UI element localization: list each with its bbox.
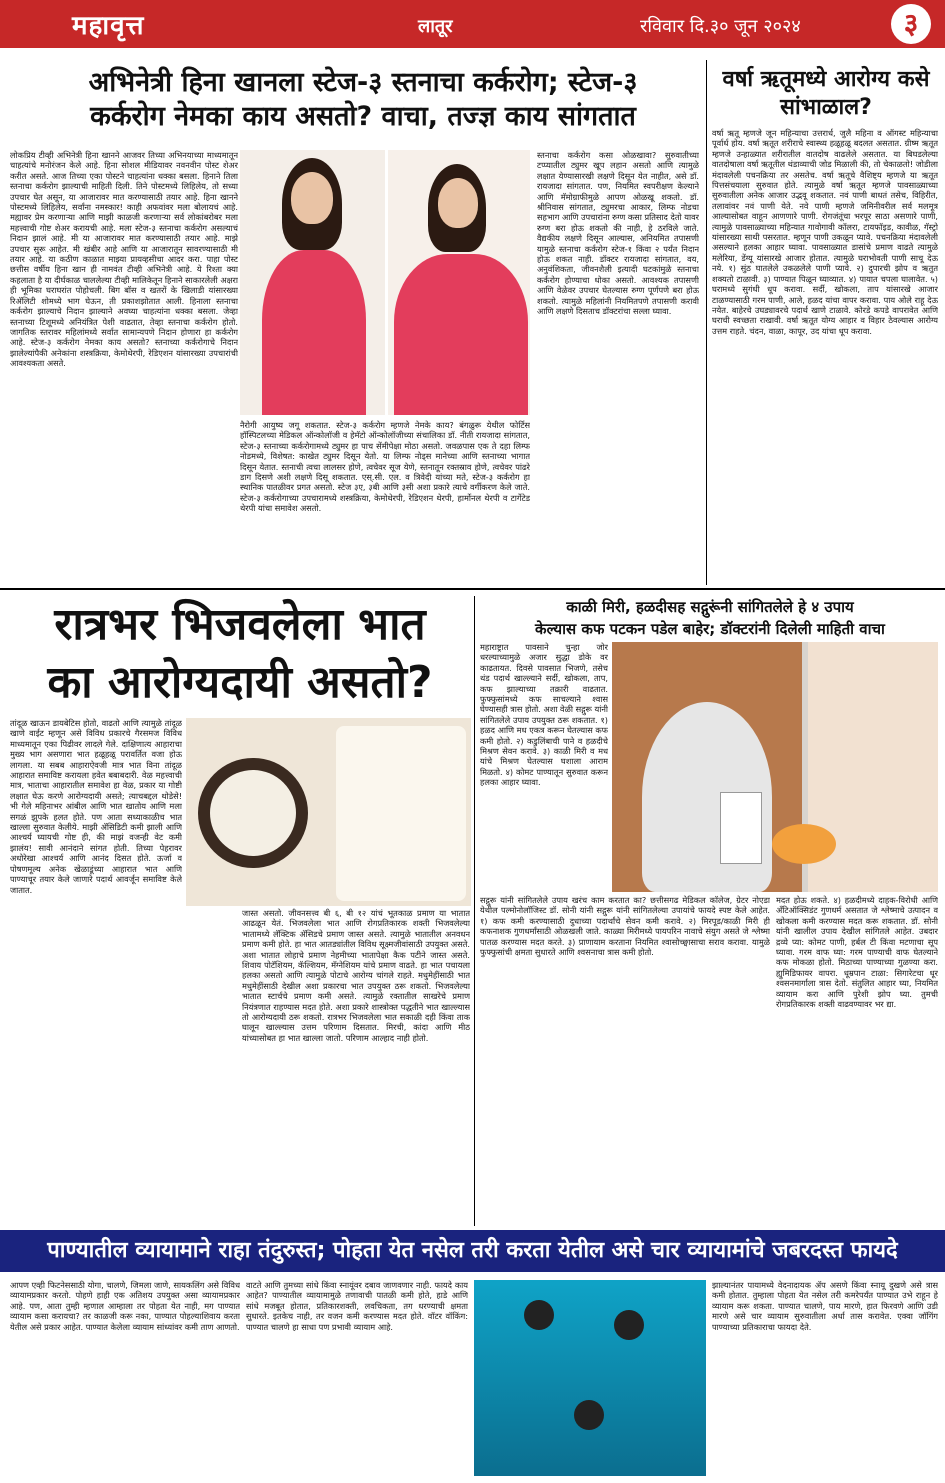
water-exercise-photo	[474, 1280, 706, 1476]
article3-col1: तांदूळ खाऊन डायबेटिस होतो, वाढतो आणि त्यामुळे तांदूळ खाणे वाईट म्हणून असे विविध प्रकारचे गैरसमज विविध माध्यमातून एका पिढीवर लादले गेले. दाक्षिणात्य आहाराचा मुख्य भाग असणारा भात हळूहळू परावर्तित वजा होऊ लागला. या सबब आहाराऐवजी मात्र भात विना तांदूळ आहारात समाविष्ट करायला हवेत बबाबदारी. वेळ महत्त्वाची मात्र, भाताचा आहारातील समावेश हा वेळ, प्रकार या गोष्टी लक्षात घेऊ करणे आरोग्यदायी असते; त्याचबद्दल थोडेसे! भी गेले महिनाभर आंबील आणि भात खातोय आणि मला सगळं झुपके हलत होते. पण आता सध्याकाळीच भात खाल्ला सुरुवात केलीये. माझी ॲसिडिटी कमी झाली आणि आश्चर्य घ्यायची गोष्ट ही, की माझं वजन्ही वेट कमी झालंय! सावी आनंदाने सांगत होती. तिच्या पेहरावर अधोरेखा आश्चर्य आणि आनंद दिसत होते. ऊर्जा व पोषणमूल्य अनेक खेळाडूंच्या आहारात भात आणि पाण्याचूर तयार केले जाणारे पदार्थ आवर्जून समाविष्ट केले जातात.	[10, 718, 182, 895]
article4-headline-line1: काळी मिरी, हळदीसह सद्गुरूंनी सांगितलेले हे ४ उपाय	[566, 598, 854, 616]
article3-headline-line1: रात्रभर भिजवलेला भात	[54, 599, 426, 650]
article3-col1-bottom	[10, 908, 238, 1224]
city-label: लातूर	[418, 16, 453, 37]
brand-logo: महावृत्त	[72, 11, 145, 41]
section-divider	[0, 588, 945, 590]
article4-headline-line2: केल्यास कफ पटकन पडेल बाहेर; डॉक्टरांनी दिलेली माहिती वाचा	[535, 620, 885, 638]
sadhguru-remedies-photo	[612, 642, 938, 892]
article1-headline	[28, 66, 698, 134]
article1-col3: स्तनाचा कर्करोग कसा ओळखावा? सुरुवातीच्या टप्प्यातील ट्युमर खूप लहान असतो आणि त्यामुळे लक्षात येण्यासारखी लक्षणे दिसून येत नाहीत, असे डॉ. रायजादा सांगतात. पण, नियमित स्वपरीक्षण केल्याने आणि मॅमोग्राफीमुळे आपण ओळखू शकतो. डॉ. श्रीनिवास सांगतात, ट्युमरचा आकार, लिम्फ नोडचा सहभाग आणि उपचारांना रुग्ण कसा प्रतिसाद देतो यावर रुग्ण बरा होऊ शकतो की नाही, हे ठरविले जाते. वैद्यकीय लक्षणे दिसून आल्यास, अनियमित तपासणी यामुळे स्तनाचा कर्करोग स्टेज-१ किंवा २ पर्यंत निदान होऊ शकत नाही. डॉक्टर रायजादा सांगतात, वय, अनुवंशिकता, जीवनशैली इत्यादी घटकांमुळे स्तनाचा कर्करोग होण्याचा धोका असतो. आवश्यक तपासणी आणि वेळेवर उपचार घेतल्यास रुग्ण पूर्णपणे बरा होऊ शकतो. त्यामुळे महिलांनी नियमितपणे तपासणी करावी आणि लक्षणे दिसताच डॉक्टरांचा सल्ला घ्यावा.	[537, 150, 699, 317]
article5-col4: झाल्यानंतर पायामध्ये वेदनादायक ॲप असणे किंवा स्नायू दुखणे असे त्रास कमी होतात. तुम्हाला पोहता येत नसेल तरी कमरेपर्यंत पाण्यात उभे राहून हे व्यायाम करू शकता. पाण्यात चालणे, पाय मारणे, हात फिरवणे आणि उडी मारणे असे चार व्यायाम सुरुवातीला अर्धा तास करावेत. एक्वा जॉगिंग पाण्याच्या प्रतिकाराचा फायदा देते.	[712, 1280, 938, 1332]
hina-khan-photo-1	[240, 150, 385, 415]
article2-body: वर्षा ऋतू म्हणजे जून महिन्याचा उत्तरार्ध, जुलै महिना व ऑगस्ट महिन्याचा पूर्वार्ध होय. वर्षा ऋतूत शरीराचे स्वास्थ्य हळूहळू बदलत असतात. ग्रीष्म ऋतूत म्हणजे उन्हाळ्यात शरीरातील वातदोष वाढलेले असतात. या बिघडलेल्या वातदोषाला वर्षा ऋतूतील थंडाव्याची जोड मिळाली की, तो चेकाळतो! जोडीला मंदावलेली पचनक्रिया तर असतेच. वर्षा ऋतूचे वैशिष्ट्य म्हणजे या ऋतूत पित्तसंचयाला सुरुवात होते. त्यामुळे वर्षा ऋतूत म्हणजे पावसाळ्याच्या सुरुवातीला अनेक आजार उद्भवू शकतात. नवं पाणी बाधतं तसेच, विहिरीत, तलावांवर नवं पाणी येते. नवे पाणी म्हणजे जमिनीवरील सर्व मलमूत्र आल्यासोबत वाहून आणणारे पाणी. रोगजंतूंचा भरपूर साठा असणारे पाणी, त्यामुळे पावसाळ्याच्या महिन्यात गावोगावी कॉलरा, टायफॉइड, कावीळ, गॅस्ट्रो यांसारख्या साथी पसरतात. म्हणून पाणी उकळून प्यावे. पचनक्रिया मंदावलेली असल्याने हलका आहार घ्यावा. पावसाळ्यात डासांचे प्रमाण वाढते त्यामुळे मलेरिया, डेंग्यू यांसारखे आजार होतात. त्यामुळे घराभोवती पाणी साचू देऊ नये. १) सुंठ घातलेले उकळलेले पाणी प्यावे. २) दुपारची झोप व ऋतुत शक्यतो टाळावी. ३) पाण्यात पिळून घ्याव्यात. ४) पायात चपला घालावेत. ५) घरामध्ये सुगंधी धूप करावा. सर्दी, खोकला, ताप यांसारखे आजार टाळण्यासाठी गरम पाणी, आले, हळद यांचा वापर करावा. पाय ओले राहू देऊ नयेत. बाहेरचे उघड्यावरचे पदार्थ खाणे टाळावे. कोरडे कपडे वापरावेत आणि घराची स्वच्छता राखावी. वर्षा ऋतूत योग्य आहार व विहार ठेवल्यास आरोग्य उत्तम राहते. चंदन, वाळा, कापूर, उद यांचा धूप करावा.	[712, 128, 938, 336]
masthead	[0, 0, 945, 48]
article3-headline-line2: का आरोग्यदायी असतो?	[47, 657, 433, 708]
article4-intro: महाराष्ट्रात पावसाने चुन्हा जोर धरल्याच्यामुळे अजार सुद्धा डोके वर काढतायत. दिवसे पावसात भिजणे, तसेच थंड पदार्थ खाल्ल्याने सर्दी, खोकला, ताप, कफ झाल्याच्या तक्रारी वाढतात. फुफ्फुसांमध्ये कफ साचल्याने श्वास घेण्यासही त्रास होतो. अशा वेळी सद्गुरू यांनी सांगितलेले उपाय उपयुक्त ठरू शकतात. १) हळद आणि मध एकत्र करून घेतल्यास कफ कमी होतो. २) कडुलिंबाची पाने व हळदीचे मिश्रण सेवन करावे. ३) काळी मिरी व मध यांचे मिश्रण घेतल्यास घशाला आराम मिळतो. ४) कोमट पाण्यातून सुरुवात करून हलका आहार घ्यावा.	[480, 642, 608, 788]
column-divider-2	[474, 596, 475, 1226]
rice-bowls-photo	[186, 718, 471, 906]
hina-khan-photo-2	[388, 150, 530, 415]
article4-col2: सद्गुरू यांनी सांगितलेले उपाय खरंच काम करतात का? छत्तीसगढ मेडिकल कॉलेज, ग्रेटर नोएडा येथील पल्मोनोलॉजिस्ट डॉ. सोनी यांनी सद्गुरू यांनी सांगितलेल्या उपायांचे फायदे स्पष्ट केले आहेत. १) कफ कमी करण्यासाठी दुधाच्या पदार्थांचे सेवन कमी करावे. २) मिरपूड/काळी मिरी ही कफनाशक गुणधर्मांसाठी ओळखली जाते. काळ्या मिरीमध्ये पायपरिन नावाचे संयुग असते जे श्लेष्मा पातळ करण्यास मदत करते. ३) प्राणायाम करताना नियमित श्वासोच्छ्वासाचा सराव करावा. यामुळे फुफ्फुसांची क्षमता सुधारते आणि श्वसनाचा त्रास कमी होतो.	[480, 895, 770, 958]
article5-col1: आपण एव्ही फिटनेससाठी योगा, चालणे, जिमला जाणे, सायकलिंग असे विविध व्यायामप्रकार करतो. पोहणे हाही एक अतिशय उपयुक्त असा व्यायामप्रकार आहे. पण, आता तुम्ही म्हणाल आम्हाला तर पोहता येत नाही, मग पाण्यात व्यायाम कसा करायचा? तर काळजी करू नका, पाण्यात पोहल्याशिवाय करता येतील असे प्रकार आहेत. पाण्यात केलेला व्यायाम सांध्यांवर कमी ताण आणतो.	[10, 1280, 240, 1332]
article3-col1-top	[10, 718, 182, 906]
article1-col2: नैरोगी आयुष्य जगू शकतात. स्टेज-३ कर्करोग म्हणजे नेमके काय? बंगळुरू येथील फोर्टिस हॉस्पिटलच्या मेडिकल ऑन्कोलॉजी व हेमॅटो ऑन्कोलॉजीच्या संचालिका डॉ. नीती रायजादा सांगतात, स्टेज-३ स्तनाच्या कर्करोगामध्ये ट्युमर हा पाच सेंमीपेक्षा मोठा असतो. जवळपास एक ते दहा लिम्फ नोडमध्ये, विशेषत: काखेत ट्युमर दिसून येतो. या लिम्फ नोड्स मानेच्या आणि स्तनाच्या भागात दिसून येतात. स्तनाची त्वचा लालसर होणे, त्वचेवर सूज येणे, स्तनातून रक्तस्राव होणे, त्वचेवर पांढरे डाग दिसणे अशी लक्षणे दिसू शकतात. एस्.सी. एल. व त्रिवेदी यांच्या मते, स्टेज-३ कर्करोग हा स्थानिक पातळीवर प्रगत असतो. स्टेज ३ए, ३बी आणि ३सी अशा प्रकारे त्याचे वर्गीकरण केले जाते. स्टेज-३ कर्करोगाच्या उपचारामध्ये शस्त्रक्रिया, केमोथेरपी, रेडिएशन थेरपी, हार्मोनल थेरपी व टार्गेटेड थेरपी यांचा समावेश असतो.	[240, 420, 530, 514]
article1-col1: लोकप्रिय टीव्ही अभिनेत्री हिना खानने आजवर तिच्या अभिनयाच्या माध्यमातून चाहत्यांचे मनोरंजन केले आहे. हिना सोशल मीडियावर नवनवीन पोस्ट शेअर करीत असते. आज तिच्या एका पोस्टने चाहत्यांना धक्का बसला. हिनाने तिला स्तनाचा कर्करोग झाल्याची माहिती दिली. तिने पोस्टमध्ये लिहिलेय, तो सध्या उपचार घेत असून, या आजारावर मात करण्यासाठी तयार आहे. हिना खानने पोस्टमध्ये लिहिलेय, सर्वांना नमस्कार! काही अफवांवर मला बोलायचं आहे. मह्यावर प्रेम करणाऱ्या आणि माझी काळजी करणाऱ्या सर्व लोकांबरोबर मला महत्त्वाची गोष्ट शेअर करायची आहे. मला स्टेज-३ स्तनाचा कर्करोग असल्याचं निदान झालं आहे. मी या आजारावर मात करण्यासाठी तयार आहे. माझे उपचार सुरू आहेत. मी खंबीर आहे आणि या आजारातून सावरण्यासाठी मी तयार आहे. या कठीण काळात माझ्या प्रायव्हसीचा आदर करा. पाहा पोस्ट छत्तीस वर्षीय हिना खान ही नामवंत टीव्ही अभिनेत्री आहे. ये रिश्ता क्या कहलाता है या दीर्घकाळ चाललेल्या टीव्ही मालिकेतून हिनाने साकारलेली अक्षरा ही भूमिका घराघरांत पोहोचली. बिग बॉस व खतरों के खिलाडी यांसारख्या रिॲलिटी शोमध्ये भाग घेऊन, ती प्रकाशझोतात आली. हिनाला स्तनाचा कर्करोग झाल्याचे निदान झाल्याने अवघ्या चाहत्यांना धक्का बसला. जेव्हा स्तनाच्या टिशूमध्ये अनियंत्रित पेशी वाढतात, तेव्हा स्तनाचा कर्करोग होतो. जागतिक स्तरावर महिलांमध्ये सर्वात सामान्यपणे निदान होणारा हा कर्करोग आहे. स्टेज-३ कर्करोग नेमका काय असतो? स्तनाच्या कर्करोगाचे निदान झालेल्यांपैकी अनेकांना शस्त्रक्रिया, केमोथेरपी, रेडिएशन यांसारख्या उपचारांची आवश्यकता असते.	[10, 150, 238, 369]
article1-headline-line1: अभिनेत्री हिना खानला स्टेज-३ स्तनाचा कर्करोग; स्टेज-३	[88, 67, 638, 98]
article4-headline	[480, 596, 940, 640]
article3-col2: जास्त असतो. जीवनसत्त्व बी ६, बी १२ यांचं भूतकाळ प्रमाण या भातात आढळून येतं. भिजवलेला भात आणि रोगप्रतिकारक शक्ती भिजवलेल्या भातामध्ये लॅक्टिक ॲसिडचे प्रमाण जास्त असते. त्यामुळे भातातील अनवधन प्रमाण कमी होते. हा भात आतड्यांतील विविध सूक्ष्मजीवांसाठी उपयुक्त असते. अशा भातात लोहाचे प्रमाण नेहमीच्या भातापेक्षा कैक पटीने जास्त असते. शिवाय पोटॅशियम, कॅल्शियम, मॅग्नेशियम यांचे प्रमाण वाढते. हा भात पचायला हलका असतो आणि त्यामुळे पोटाचे आरोग्य चांगले राहते. मधुमेहींसाठी भात मधुमेहींसाठी देखील अशा प्रकारचा भात उपयुक्त ठरू शकतो. भिजवलेल्या भातात स्टार्चचे प्रमाण कमी असते. त्यामुळे रक्तातील साखरेचे प्रमाण नियंत्रणात राहण्यास मदत होते. अशा प्रकारे शास्त्रोक्त पद्धतीने भात खाल्ल्यास तो आरोग्यदायी ठरू शकतो. रात्रभर भिजवलेला भात सकाळी दही किंवा ताक घालून खाल्ल्यास उत्तम परिणाम दिसतात. मिरची, कांदा आणि मीठ यांच्यासोबत हा भात खाल्ला जातो. परिणाम आल्हाद नाही होतो.	[242, 908, 470, 1043]
article4-col3: मदत होऊ शकते. ४) हळदीमध्ये दाहक-विरोधी आणि अँटिऑक्सिडंट गुणधर्म असतात जे श्लेष्माचे उत्पादन व खोकला कमी करण्यास मदत करू शकतात. डॉ. सोनी यांनी खालील उपाय देखील सांगितले आहेत. उबदार द्रव्ये प्या: कोमट पाणी, हर्बल टी किंवा मटणाचा सूप घ्यावा. गरम वाफ घ्या: गरम पाण्याची वाफ घेतल्याने कफ मोकळा होतो. मिठाच्या पाण्याच्या गुळण्या करा. ह्युमिडिफायर वापरा. धूम्रपान टाळा: सिगारेटचा धूर श्वसनमार्गाला त्रास देतो. संतुलित आहार घ्या, नियमित व्यायाम करा आणि पुरेशी झोप घ्या. तुमची रोगप्रतिकारक शक्ती वाढवण्यावर भर द्या.	[776, 895, 938, 1010]
article1-headline-line2: कर्करोग नेमका काय असतो? वाचा, तज्ज्ञ काय सांगतात	[90, 101, 636, 132]
article5-col2: वाटते आणि तुमच्या सांधे किंवा स्नायूंवर दबाव जाणवणार नाही. फायदे काय आहेत? पाण्यातील व्यायामामुळे तणावाची पातळी कमी होते, हाडे आणि सांधे मजबूत होतात, प्रतिकारशक्ती, लवचिकता, तग धरण्याची क्षमता सुधारते. इतकेच नाही, तर वजन कमी करण्यास मदत होते. वॉटर वॉकिंग: पाण्यात चालणे हा साधा पण प्रभावी व्यायाम आहे.	[246, 1280, 468, 1332]
date-label: रविवार दि.३० जून २०२४	[640, 16, 801, 37]
page-number: ३	[891, 4, 931, 44]
column-divider	[706, 60, 707, 585]
article2-headline: वर्षा ऋतूमध्ये आरोग्य कसे सांभाळाल?	[722, 67, 930, 120]
article3-headline	[10, 596, 470, 712]
article5-banner: पाण्यातील व्यायामाने राहा तंदुरुस्त; पोहता येत नसेल तरी करता येतील असे चार व्यायामांचे जबरदस्त फायदे	[0, 1230, 945, 1272]
